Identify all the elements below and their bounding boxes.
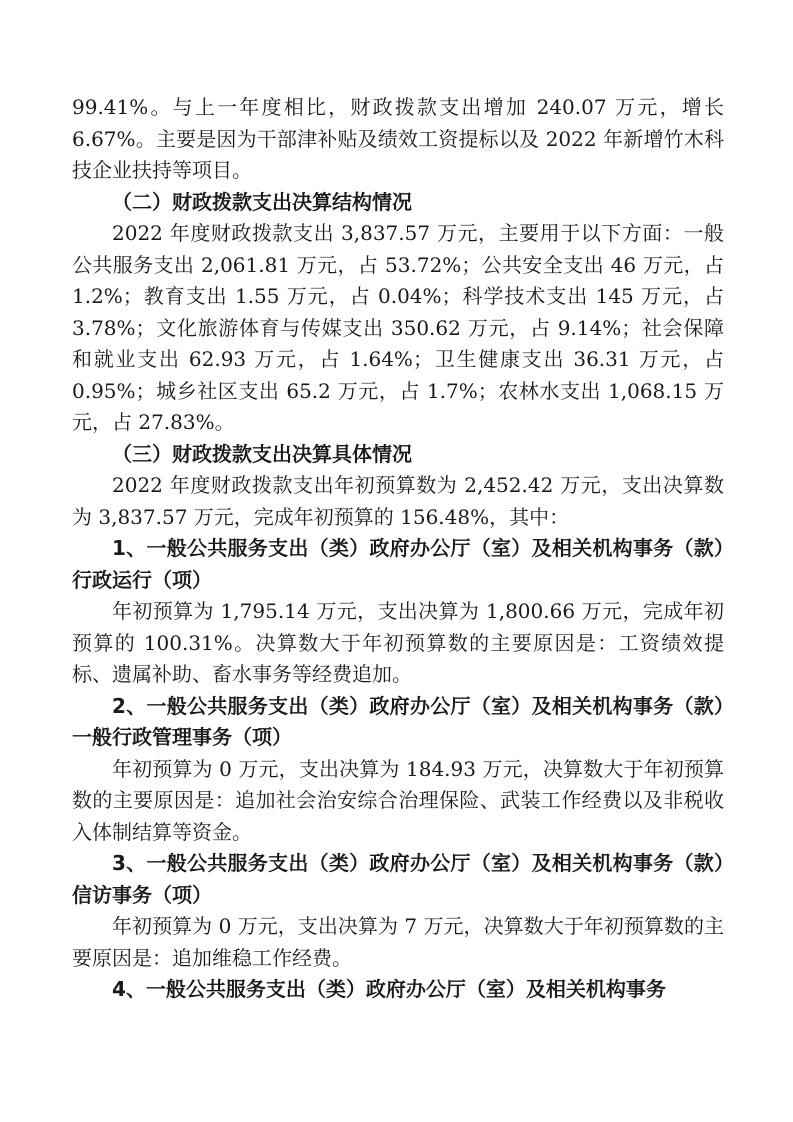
- item-paragraph-3: 年初预算为 0 万元，支出决算为 7 万元，决算数大于年初预算数的主要原因是：追加维稳工作经费。: [72, 914, 724, 970]
- item-heading-1: 1、一般公共服务支出（类）政府办公厅（室）及相关机构事务（款）行政运行（项）: [72, 536, 724, 592]
- paragraph-structure: 2022 年度财政拨款支出 3,837.57 万元，主要用于以下方面：一般公共服务支出 2,061.81 万元，占 53.72%；公共安全支出 46 万元，占 1.2%；教育支出 1.55 万元，占 0.04%；科学技术支出 145 万元，占 3.78%；文化旅游体育与传媒支出 350.62 万元，占 9.14%；社会保障和就业支出 62.93 万元，占 1.64%；卫生健康支出 36.31 万元，占 0.95%；城乡社区支出 65.2 万元，占 1.7%；农林水支出 1,068.15 万元，占 27.83%。: [72, 221, 724, 434]
- section-heading-structure: （二）财政拨款支出决算结构情况: [112, 189, 412, 214]
- paragraph-continuation: 99.41%。与上一年度相比，财政拨款支出增加 240.07 万元，增长 6.67%。主要是因为干部津补贴及绩效工资提标以及 2022 年新增竹木科技企业扶持等项目。: [72, 95, 724, 182]
- item-heading-3: 3、一般公共服务支出（类）政府办公厅（室）及相关机构事务（款）信访事务（项）: [72, 851, 724, 907]
- item-heading-2: 2、一般公共服务支出（类）政府办公厅（室）及相关机构事务（款）一般行政管理事务（项）: [72, 693, 724, 749]
- item-heading-4: 4、一般公共服务支出（类）政府办公厅（室）及相关机构事务: [112, 977, 666, 1001]
- item-paragraph-2: 年初预算为 0 万元，支出决算为 184.93 万元，决算数大于年初预算数的主要原因是：追加社会治安综合治理保险、武装工作经费以及非税收入体制结算等资金。: [72, 756, 724, 844]
- section-heading-details: （三）财政拨款支出决算具体情况: [112, 441, 412, 466]
- paragraph-details-intro: 2022 年度财政拨款支出年初预算数为 2,452.42 万元，支出决算数为 3,837.57 万元，完成年初预算的 156.48%，其中：: [72, 473, 724, 529]
- item-paragraph-1: 年初预算为 1,795.14 万元，支出决算为 1,800.66 万元，完成年初预算的 100.31%。决算数大于年初预算数的主要原因是：工资绩效提标、遗属补助、畜水事务等经费追加。: [72, 599, 724, 686]
- document-body: [72, 92, 724, 1006]
